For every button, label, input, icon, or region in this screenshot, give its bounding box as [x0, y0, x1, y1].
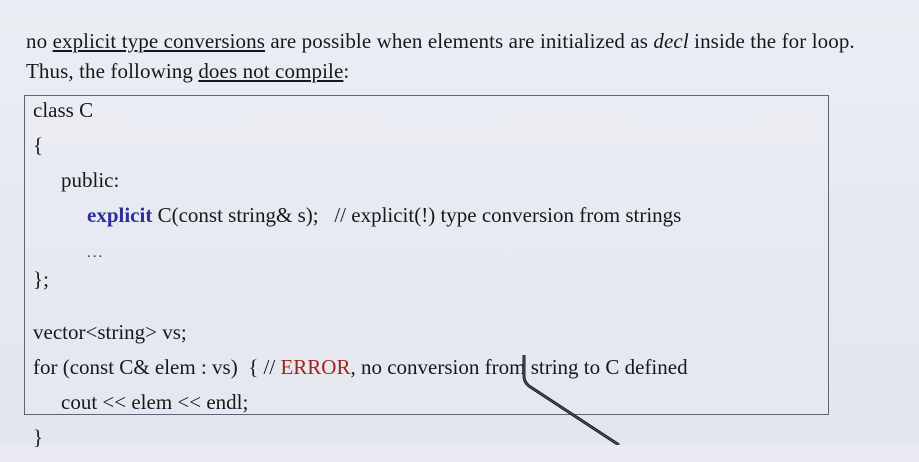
- intro-italic-decl: decl: [653, 29, 689, 53]
- code-listing: [33, 100, 822, 462]
- code-line: [33, 100, 822, 135]
- code-text: for (const C& elem : vs) { //: [33, 355, 281, 379]
- code-error-label: ERROR: [280, 355, 351, 379]
- intro-text-part1: no: [26, 29, 53, 53]
- intro-underline-does-not-compile: does not compile: [198, 58, 344, 83]
- code-line: [33, 240, 822, 269]
- code-text-rest: , no conversion from string to C defined: [350, 355, 688, 379]
- code-block-box: [24, 95, 829, 449]
- intro-text-part3: inside the for loop. Thus, the following: [26, 29, 855, 83]
- code-text: {: [33, 133, 44, 157]
- code-comment: // explicit(!) type conversion from strings: [334, 203, 682, 227]
- code-line: [33, 357, 822, 392]
- code-line: [33, 322, 822, 357]
- code-text: class C: [33, 98, 94, 122]
- code-line: [33, 205, 822, 240]
- code-text: public:: [61, 168, 120, 192]
- code-text: cout << elem << endl;: [61, 390, 249, 414]
- code-text: C(const string& s);: [152, 203, 335, 227]
- intro-text-part4: :: [343, 58, 350, 83]
- code-keyword-explicit: explicit: [87, 203, 153, 227]
- code-text: vector<string> vs;: [33, 320, 187, 344]
- code-line: [33, 269, 822, 304]
- intro-underline-explicit-type-conversions: explicit type conversions: [52, 29, 266, 53]
- code-line: [33, 392, 822, 427]
- code-line: [33, 135, 822, 170]
- code-text: };: [33, 267, 49, 291]
- intro-paragraph: [26, 27, 898, 87]
- code-ellipsis: ...: [87, 245, 105, 261]
- intro-text-part2: are possible when elements are initialized as: [265, 29, 654, 53]
- code-line: [33, 170, 822, 205]
- code-text: }: [33, 425, 44, 449]
